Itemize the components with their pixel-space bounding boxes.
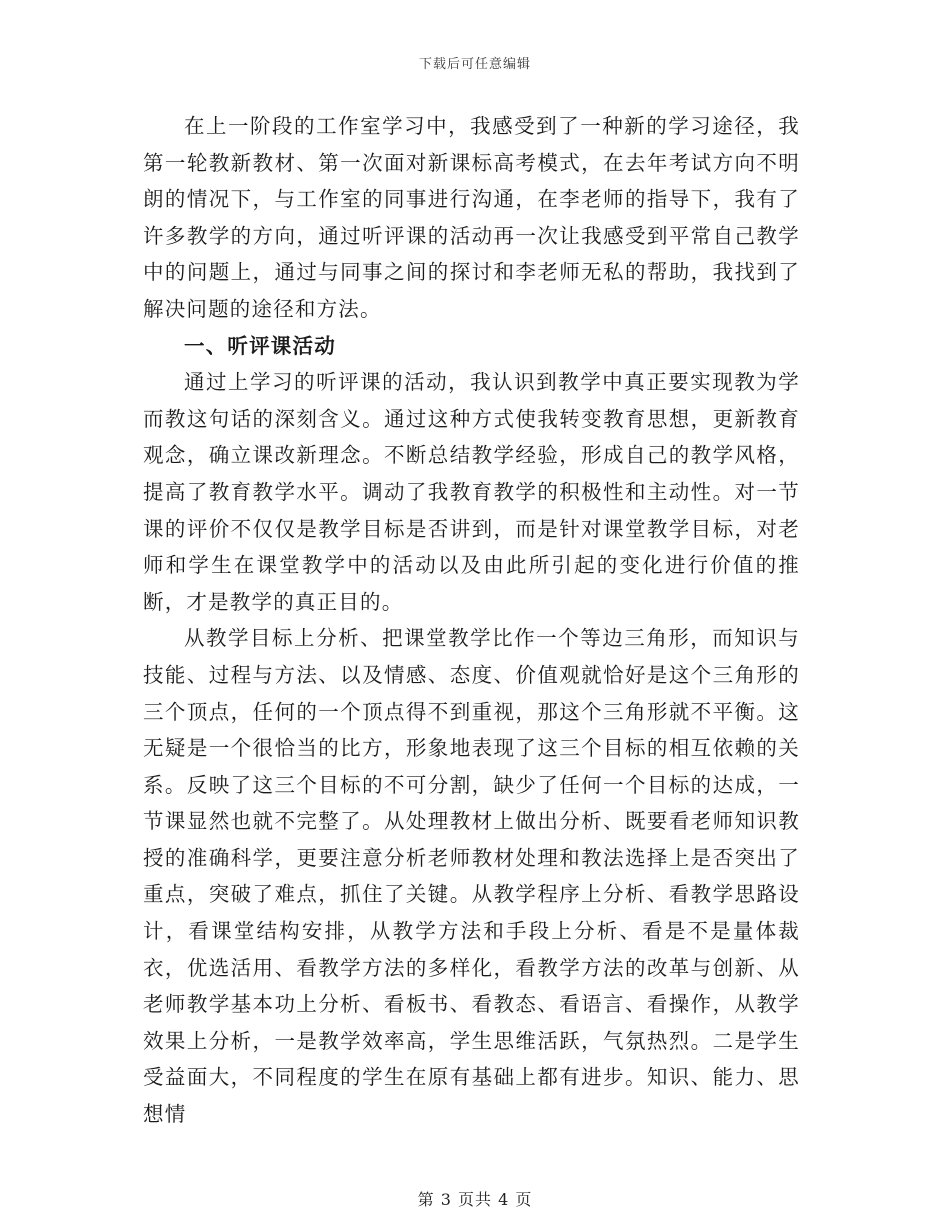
section-heading: 一、听评课活动 — [184, 333, 336, 358]
section-paragraph-2: 从教学目标上分析、把课堂教学比作一个等边三角形，而知识与技能、过程与方法、以及情感、态度、价值观就恰好是这个三角形的三个顶点，任何的一个顶点得不到重视，那这个三角形就不平衡。这无疑是一个很恰当的比方，形象地表现了这三个目标的相互依赖的关系。反映了这三个目标的不可分割，缺少了任何一个目标的达成，一节课显然也就不完整了。从处理教材上做出分析、既要看老师知识教授的准确科学，更要注意分析老师教材处理和教法选择上是否突出了重点，突破了难点，抓住了关键。从教学程序上分析、看教学思路设计，看课堂结构安排，从教学方法和手段上分析、看是不是量体裁衣，优选活用、看教学方法的多样化，看教学方法的改革与创新、从老师教学基本功上分析、看板书、看教态、看语言、看操作，从教学效果上分析，一是教学效率高，学生思维活跃，气氛热烈。二是学生受益面大，不同程度的学生在原有基础上都有进步。知识、能力、思想情 — [143, 626, 800, 1127]
section-paragraph-1: 通过上学习的听评课的活动，我认识到教学中真正要实现教为学而教这句话的深刻含义。通过这种方式使我转变教育思想，更新教育观念，确立课改新理念。不断总结教学经验，形成自己的教学风格，提高了教育教学水平。调动了我教育教学的积极性和主动性。对一节课的评价不仅仅是教学目标是否讲到，而是针对课堂教学目标，对老师和学生在课堂教学中的活动以及由此所引起的变化进行价值的推断，才是教学的真正目的。 — [143, 370, 800, 614]
page-number: 第 3 页共 4 页 — [417, 1190, 533, 1209]
page-header: 下载后可任意编辑 — [418, 57, 531, 72]
document-body — [143, 108, 800, 1133]
intro-paragraph: 在上一阶段的工作室学习中，我感受到了一种新的学习途径，我第一轮教新教材、第一次面对新课标高考模式，在去年考试方向不明朗的情况下，与工作室的同事进行沟通，在李老师的指导下，我有了许多教学的方向，通过听评课的活动再一次让我感受到平常自己教学中的问题上，通过与同事之间的探讨和李老师无私的帮助，我找到了解决问题的途径和方法。 — [143, 114, 800, 321]
